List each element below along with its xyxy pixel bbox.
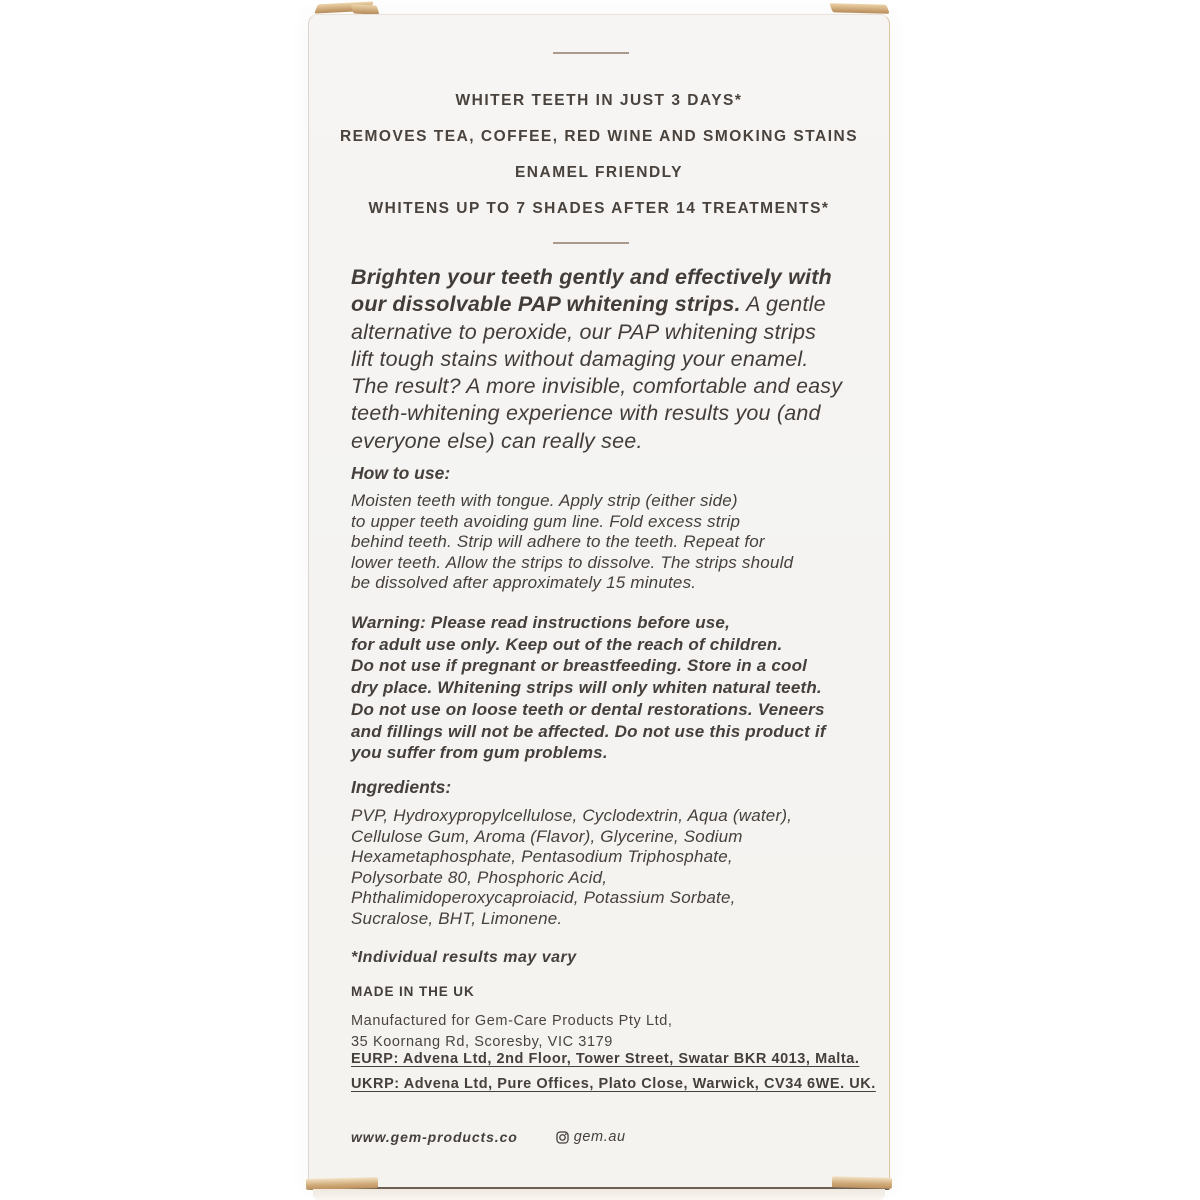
- bottom-left-flap-edge: [306, 1177, 378, 1190]
- eurp-address: EURP: Advena Ltd, 2nd Floor, Tower Street, Swatar BKR 4013, Malta.: [351, 1051, 860, 1067]
- top-right-flap-edge: [829, 3, 889, 14]
- made-in-label: MADE IN THE UK: [351, 984, 475, 999]
- claim-line: REMOVES TEA, COFFEE, RED WINE AND SMOKING STAINS: [339, 128, 859, 145]
- claims-list: [309, 93, 889, 237]
- footer-links-row: [351, 1129, 626, 1145]
- top-left-flap-edge: [351, 4, 380, 14]
- how-to-use-section: [351, 463, 793, 594]
- instagram-icon: [556, 1131, 569, 1144]
- ingredients-section: [351, 777, 792, 930]
- how-to-use-heading: How to use:: [351, 463, 451, 483]
- divider-bottom: [553, 242, 629, 244]
- instagram-handle: gem.au: [573, 1129, 626, 1145]
- ingredients-heading: Ingredients:: [351, 777, 452, 797]
- intro-paragraph: [351, 264, 842, 455]
- intro-bold-text: our dissolvable PAP whitening strips.: [351, 292, 741, 317]
- warning-section: [351, 612, 826, 764]
- claim-line: ENAMEL FRIENDLY: [514, 164, 684, 181]
- bottom-flap: [313, 1189, 885, 1200]
- manufacturer-address: Manufactured for Gem-Care Products Pty Ltd, 35 Koornang Rd, Scoresby, VIC 3179: [351, 1013, 673, 1050]
- packaging-back-panel: [308, 14, 890, 1190]
- results-disclaimer: *Individual results may vary: [351, 949, 577, 966]
- ukrp-address: UKRP: Advena Ltd, Pure Offices, Plato Close, Warwick, CV34 6WE. UK.: [351, 1076, 876, 1092]
- intro-regular-text: A gentle: [740, 292, 826, 317]
- claim-line: WHITER TEETH IN JUST 3 DAYS*: [455, 92, 743, 109]
- how-to-use-body: Moisten teeth with tongue. Apply strip (either side) to upper teeth avoiding gum line. Fold excess strip behind teeth. Strip will adhere to the teeth. Repeat for lower teeth. Allow the strips to dissolve. The strips should be dissolved after approximately 15 minutes.: [351, 491, 794, 593]
- instagram-row: [556, 1129, 626, 1145]
- intro-bold-text: Brighten your teeth gently and effectively with: [351, 265, 832, 289]
- ingredients-body: PVP, Hydroxypropylcellulose, Cyclodextrin, Aqua (water), Cellulose Gum, Aroma (Flavor), Glycerine, Sodium Hexametaphosphate, Pentasodium Triphosphate, Polysorbate 80, Phosphoric Acid, Phthalimidoperoxycaproiacid, Potassium Sorbate, Sucralose, BHT, Limonene.: [351, 806, 793, 928]
- claim-line: WHITENS UP TO 7 SHADES AFTER 14 TREATMENTS*: [368, 200, 830, 217]
- bottom-right-flap-edge: [832, 1176, 892, 1189]
- website-url: www.gem-products.co: [351, 1129, 518, 1145]
- divider-top: [553, 52, 629, 54]
- warning-body: Warning: Please read instructions before use, for adult use only. Keep out of the reach of children. Do not use if pregnant or breastfeeding. Store in a cool dry place. Whitening strips will only whiten natural teeth. Do not use on loose teeth or dental restorations. Veneers and fillings will not be affected. Do not use this product if you suffer from gum problems.: [351, 613, 826, 763]
- intro-regular-lines: alternative to peroxide, our PAP whitening strips lift tough stains without damaging your enamel. The result? A more invisible, comfortable and easy teeth-whitening experience with results you (and everyone else) can really see.: [351, 319, 843, 453]
